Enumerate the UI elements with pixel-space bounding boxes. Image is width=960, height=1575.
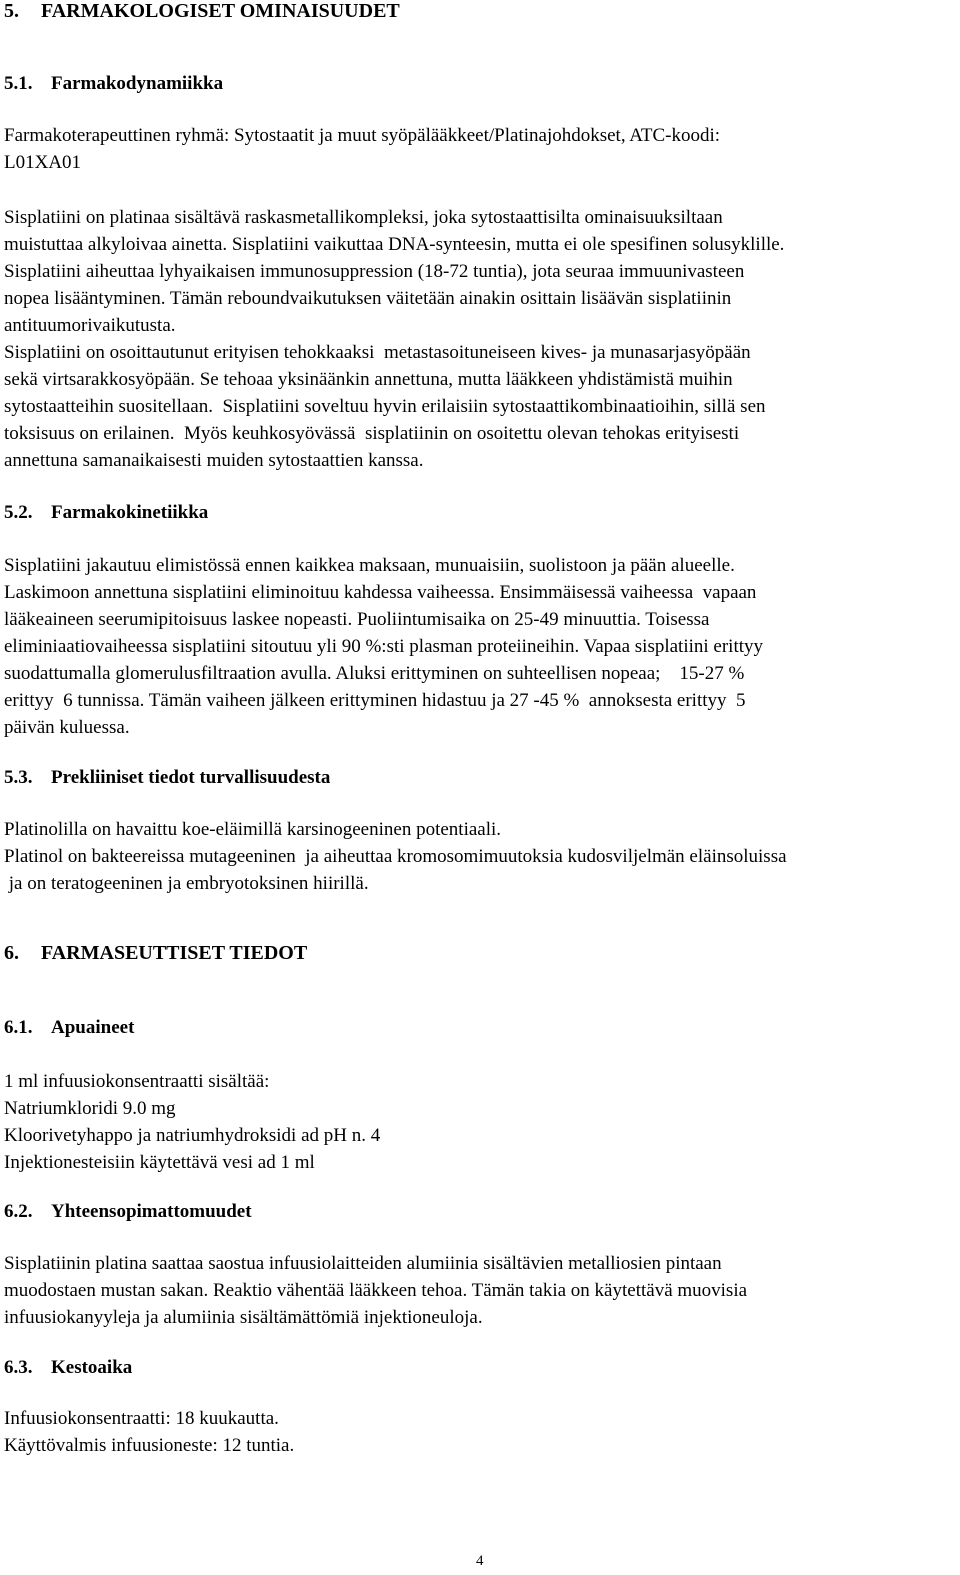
text-line: sekä virtsarakkosyöpään. Se tehoaa yksinäänkin annettuna, mutta lääkkeen yhdistämistä muihin [4, 369, 733, 390]
text-line: nopea lisääntyminen. Tämän reboundvaikutuksen väitetään ainakin osittain lisäävän sisplatiinin [4, 288, 732, 309]
text-line: annettuna samanaikaisesti muiden sytostaattien kanssa. [4, 450, 424, 471]
section-number: 6.2. [4, 1201, 33, 1222]
text-line: L01XA01 [4, 152, 82, 173]
section-number: 5.3. [4, 767, 33, 788]
text-line: lääkeaineen seerumipitoisuus laskee nopeasti. Puoliintumisaika on 25-49 minuuttia. Toisessa [4, 609, 710, 630]
text-line: Sisplatiini on platinaa sisältävä raskasmetallikompleksi, joka sytostaattisilta ominaisuuksiltaan [4, 207, 723, 228]
text-line: Infuusiokonsentraatti: 18 kuukautta. [4, 1408, 279, 1429]
text-line: suodattumalla glomerulusfiltraation avulla. Aluksi erittyminen on suhteellisen nopeaa; 15-27 % [4, 663, 745, 684]
section-number: 5. [4, 0, 19, 22]
text-line: erittyy 6 tunnissa. Tämän vaiheen jälkeen erittyminen hidastuu ja 27 -45 % annoksesta erittyy 5 [4, 690, 746, 711]
section-title: Yhteensopimattomuudet [51, 1201, 252, 1222]
text-line: toksisuus on erilainen. Myös keuhkosyövässä sisplatiinin on osoitettu olevan tehokas erityisesti [4, 423, 740, 444]
text-line: Injektionesteisiin käytettävä vesi ad 1 ml [4, 1152, 315, 1173]
section-5-3-heading [4, 764, 330, 791]
section-6-1-heading [4, 1014, 134, 1041]
text-line: muodostaen mustan sakan. Reaktio vähentää lääkkeen tehoa. Tämän takia on käytettävä muovisia [4, 1280, 748, 1301]
section-number: 6. [4, 942, 19, 964]
text-line: Platinolilla on havaittu koe-eläimillä karsinogeeninen potentiaali. [4, 819, 502, 840]
text-line: Sisplatiinin platina saattaa saostua infuusiolaitteiden alumiinia sisältävien metalliosien pintaan [4, 1253, 722, 1274]
section-title: Farmakodynamiikka [51, 73, 224, 94]
section-number: 6.1. [4, 1017, 33, 1038]
section-6-heading [4, 940, 307, 967]
section-6-3-heading [4, 1354, 132, 1381]
section-number: 5.2. [4, 502, 33, 523]
paragraph-incompatibilities [4, 1250, 956, 1331]
paragraph-preclinical [4, 816, 956, 897]
text-line: Platinol on bakteereissa mutageeninen ja aiheuttaa kromosomimuutoksia kudosviljelmän eläinsoluissa [4, 846, 787, 867]
section-number: 5.1. [4, 73, 33, 94]
text-line: infuusiokanyyleja ja alumiinia sisältämättömiä injektioneuloja. [4, 1307, 483, 1328]
text-line: ja on teratogeeninen ja embryotoksinen hiirillä. [4, 873, 369, 894]
section-title: Prekliiniset tiedot turvallisuudesta [51, 767, 331, 788]
section-5-1-heading [4, 70, 223, 97]
section-title: Apuaineet [51, 1017, 135, 1038]
text-line: sytostaatteihin suositellaan. Sisplatiini soveltuu hyvin erilaisiin sytostaattikombinaatioihin, sillä sen [4, 396, 766, 417]
section-6-2-heading [4, 1198, 252, 1225]
text-line: Käyttövalmis infuusioneste: 12 tuntia. [4, 1435, 295, 1456]
text-line: eliminiaatiovaiheessa sisplatiini sitoutuu yli 90 %:sti plasman proteiineihin. Vapaa sisplatiini erittyy [4, 636, 764, 657]
text-line: Farmakoterapeuttinen ryhmä: Sytostaatit ja muut syöpälääkkeet/Platinajohdokset, ATC-koodi: [4, 125, 721, 146]
text-line: 1 ml infuusiokonsentraatti sisältää: [4, 1071, 270, 1092]
paragraph-pharmacodynamics [4, 204, 956, 474]
text-line: Laskimoon annettuna sisplatiini eliminoituu kahdessa vaiheessa. Ensimmäisessä vaiheessa vapaan [4, 582, 757, 603]
section-5-2-heading [4, 499, 208, 526]
paragraph-shelf-life [4, 1405, 956, 1459]
section-title: FARMAKOLOGISET OMINAISUUDET [41, 0, 400, 22]
paragraph-atc-classification [4, 122, 956, 176]
page-number: 4 [476, 1553, 484, 1569]
section-number: 6.3. [4, 1357, 33, 1378]
section-5-heading [4, 0, 400, 25]
paragraph-pharmacokinetics [4, 552, 956, 741]
text-line: Sisplatiini on osoittautunut erityisen tehokkaaksi metastasoituneiseen kives- ja munasarjasyöpään [4, 342, 751, 363]
text-line: Natriumkloridi 9.0 mg [4, 1098, 176, 1119]
text-line: päivän kuluessa. [4, 717, 130, 738]
text-line: muistuttaa alkyloivaa ainetta. Sisplatiini vaikuttaa DNA-synteesin, mutta ei ole spesifinen solusyklille. [4, 234, 785, 255]
section-title: FARMASEUTTISET TIEDOT [41, 942, 308, 964]
text-line: Sisplatiini aiheuttaa lyhyaikaisen immunosuppression (18-72 tuntia), jota seuraa immuunivasteen [4, 261, 745, 282]
section-title: Kestoaika [51, 1357, 133, 1378]
text-line: Kloorivetyhappo ja natriumhydroksidi ad pH n. 4 [4, 1125, 381, 1146]
text-line: antituumorivaikutusta. [4, 315, 176, 336]
text-line: Sisplatiini jakautuu elimistössä ennen kaikkea maksaan, munuaisiin, suolistoon ja pään alueelle. [4, 555, 735, 576]
section-title: Farmakokinetiikka [51, 502, 209, 523]
paragraph-excipients [4, 1068, 956, 1176]
